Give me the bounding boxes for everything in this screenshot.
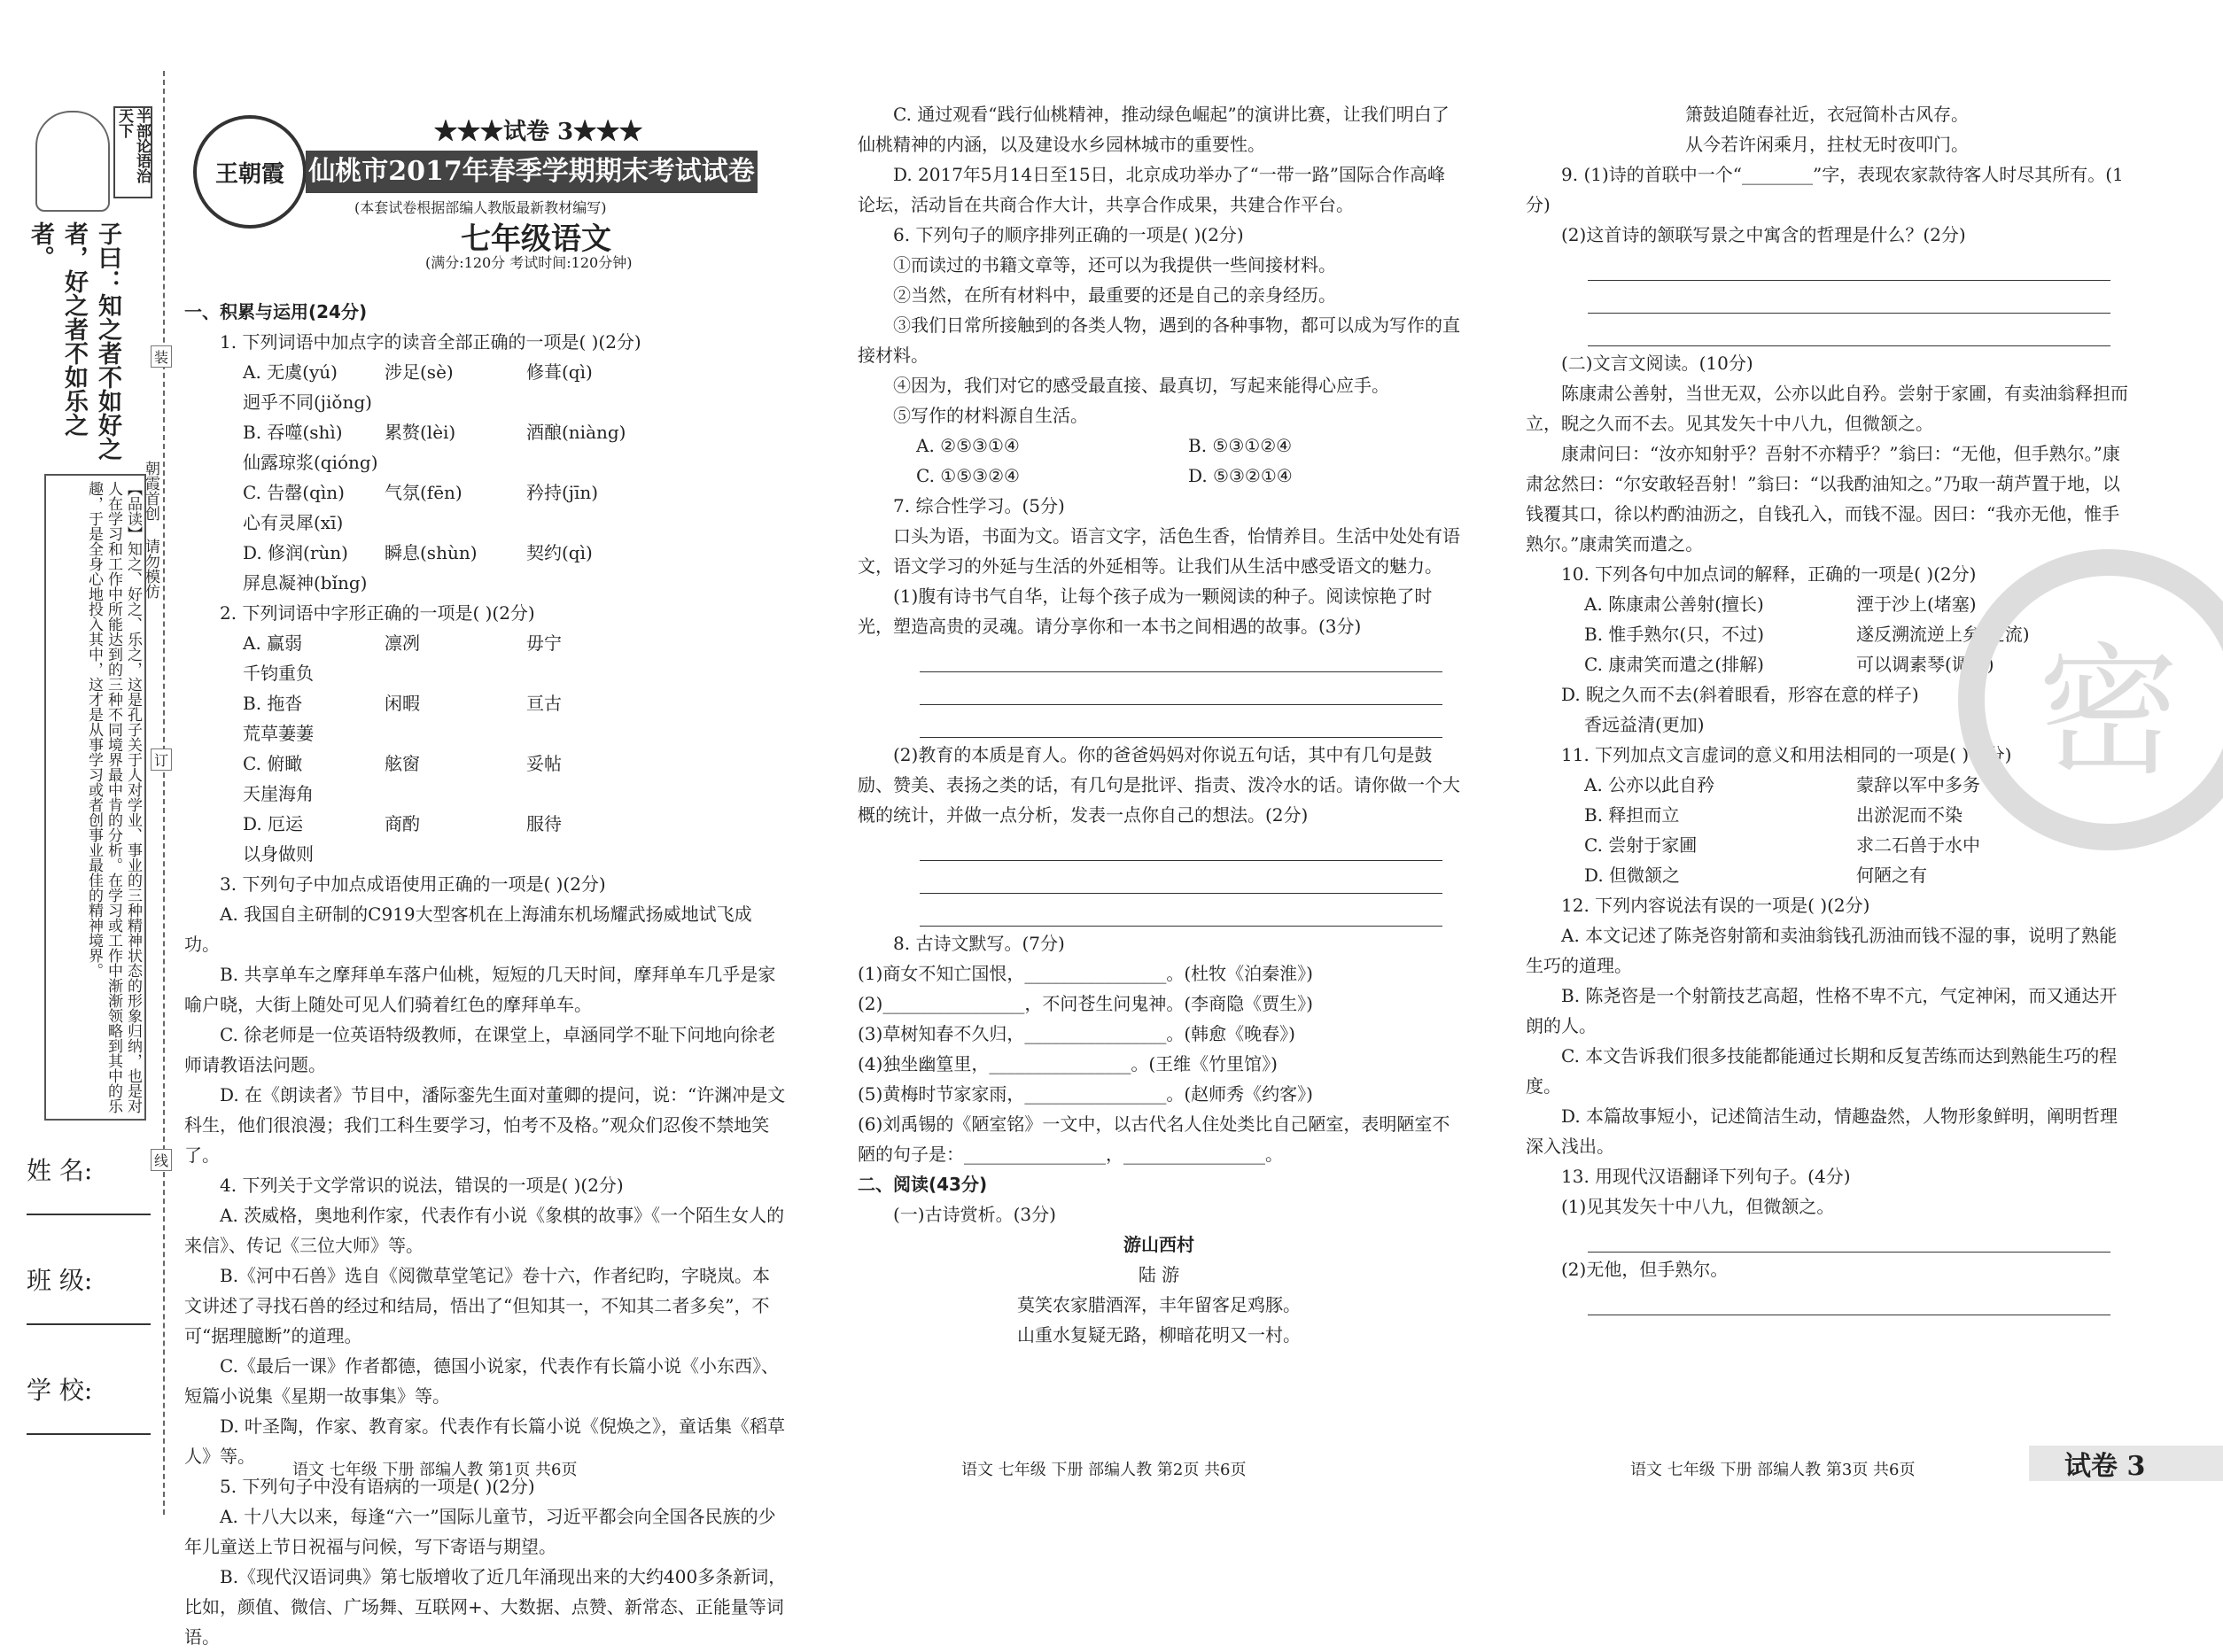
option-item: D. ⑤③②①④ <box>1188 465 1293 486</box>
option-item: 涉足(sè) <box>385 361 454 383</box>
option-item: 服待 <box>526 813 562 834</box>
option-item: D. 但微颔之 <box>1584 865 1681 886</box>
answer-line[interactable] <box>920 863 1442 894</box>
option-item: 心有灵犀(xī) <box>243 512 344 533</box>
question-text: 1. 下列词语中加点字的读音全部正确的一项是( )(2分) <box>220 331 641 353</box>
option-row <box>1526 860 2128 890</box>
question-text: 山重水复疑无路，柳暗花明又一村。 <box>1017 1324 1301 1346</box>
question-text: 8. 古诗文默写。(7分) <box>893 933 1065 954</box>
subject-title: 七年级语文 <box>461 221 611 257</box>
option-item: B. 释担而立 <box>1584 804 1680 826</box>
question-text: D. 本篇故事短小，记述简洁生动，情趣盎然，人物形象鲜明，阐明哲理深入浅出。 <box>1526 1105 2118 1157</box>
question-text: 陈康肃公善射，当世无双，公亦以此自矜。尝射于家圃，有卖油翁释担而立，睨之久而不去。见其发矢十中八九，但微颔之。 <box>1526 383 2128 434</box>
option-item: B. 吞噬(shì) <box>243 422 343 443</box>
footer-page-2: 语文 七年级 下册 部编人教 第2页 共6页 <box>961 1461 1247 1479</box>
question-text: (1)腹有诗书气自华，让每个孩子成为一颗阅读的种子。阅读惊艳了时光，塑造高贵的灵魂。请分享你和一本书之间相遇的故事。(3分) <box>858 586 1433 637</box>
question-text: 12. 下列内容说法有误的一项是( )(2分) <box>1561 895 1870 916</box>
student-info-fields <box>27 1152 159 1481</box>
option-item: 妥帖 <box>526 753 562 774</box>
confucius-quote: 子曰：知之者不如好之者，好之者不如乐之者。 <box>27 221 121 461</box>
option-item: 屏息凝神(bǐng) <box>243 572 368 593</box>
question-text: D. 2017年5月14日至15日，北京成功举办了“一带一路”国际合作高峰论坛，活动旨在共商合作大计，共享合作成果，共建合作平台。 <box>858 164 1446 215</box>
question-text: 11. 下列加点文言虚词的意义和用法相同的一项是( )(2分) <box>1561 744 2012 765</box>
question-text: 9. (1)诗的首联中一个“________”字，表现农家款待客人时尽其所有。(1分) <box>1526 164 2124 215</box>
option-item: 毋宁 <box>526 632 562 654</box>
option-item: 仙露琼浆(qióng) <box>243 452 378 473</box>
option-item: B. ⑤③①②④ <box>1188 435 1293 456</box>
question-text: 2. 下列词语中字形正确的一项是( )(2分) <box>220 602 535 624</box>
question-text: (3)草树知春不久归，________________。(韩愈《晚春》) <box>858 1023 1295 1044</box>
cut-label-ding: 订 <box>151 748 172 771</box>
question-text: 从今若许闲乘月，拄杖无时夜叩门。 <box>1685 134 1969 155</box>
question-text: A. 本文记述了陈尧咨射箭和卖油翁钱孔沥油而钱不湿的事，说明了熟能生巧的道理。 <box>1526 925 2118 976</box>
school-field[interactable] <box>27 1407 151 1435</box>
option-row <box>184 538 787 598</box>
option-row <box>184 357 787 417</box>
option-item: A. 陈康肃公善射(擅长) <box>1584 593 1764 615</box>
question-text: 陆 游 <box>1138 1264 1180 1285</box>
footer-page-3: 语文 七年级 下册 部编人教 第3页 共6页 <box>1630 1461 1916 1479</box>
question-text: (2)无他，但手熟尔。 <box>1561 1259 1729 1280</box>
option-item: C. ①⑤③②④ <box>916 465 1020 486</box>
question-text: 口头为语，书面为文。语言文字，活色生香，怡情养目。生活中处处有语文，语文学习的外延与生活的外延相等。让我们从生活中感受语文的魅力。 <box>858 525 1460 577</box>
question-text: ③我们日常所接触到的各类人物，遇到的各种事物，都可以成为写作的直接材料。 <box>858 314 1460 366</box>
option-item: 矜持(jīn) <box>526 482 599 503</box>
option-item: 迥乎不同(jiǒng) <box>243 392 372 413</box>
question-text: 箫鼓追随春社近，衣冠简朴古风存。 <box>1685 104 1969 125</box>
question-text: (2)教育的本质是育人。你的爸爸妈妈对你说五句话，其中有几句是鼓励、赞美、表扬之类的话，有几句是批评、指责、泼冷水的话。请你做一个大概的统计，并做一点分析，发表一点你自己的想法。(2分) <box>858 744 1460 826</box>
answer-line[interactable] <box>1588 250 2110 281</box>
question-text: 莫笑农家腊酒浑，丰年留客足鸡豚。 <box>1017 1294 1301 1315</box>
question-text: ⑤写作的材料源自生活。 <box>893 405 1088 426</box>
option-item: 蒙辞以军中多务 <box>1856 774 1980 795</box>
question-text: (1)商女不知亡国恨，________________。(杜牧《泊秦淮》) <box>858 963 1313 984</box>
question-text: C. 本文告诉我们很多技能都能通过长期和反复苦练而达到熟能生巧的程度。 <box>1526 1045 2118 1097</box>
answer-line[interactable] <box>920 641 1442 672</box>
question-text: D. 睨之久而不去(斜着眼看，形容在意的样子) <box>1561 684 1919 705</box>
name-field[interactable] <box>27 1187 151 1215</box>
secret-stamp: 密 <box>1958 549 2223 850</box>
answer-line[interactable] <box>920 830 1442 861</box>
option-item: D. 厄运 <box>243 813 304 834</box>
answer-line[interactable] <box>1588 283 2110 314</box>
name-label: 姓 名: <box>27 1156 93 1185</box>
cut-label-zhuang: 装 <box>151 345 172 368</box>
option-item: C. 康肃笑而遣之(排解) <box>1584 654 1764 675</box>
question-text: B.《现代汉语词典》第七版增收了近几年涌现出来的大约400多条新词，比如，颜值、微信、广场舞、互联网+、大数据、点赞、新常态、正能量等词语。 <box>184 1566 787 1648</box>
option-item: C. 俯瞰 <box>243 753 303 774</box>
answer-line[interactable] <box>1588 1284 2110 1315</box>
pindu-commentary: 【品读】知之、好之、乐之，这是孔子关于人对学业、事业的三种精神状态的形象归纳，也是对人在学习和工作中所能达到的三种不同境界最中肯的分析。在学习或工作中渐渐领略到其中的乐趣，于是全身心地投入其中，这才是从事学习或者创事业最佳的精神境界。 <box>44 474 146 1121</box>
option-item: B. 拖沓 <box>243 693 303 714</box>
question-text: A. 我国自主研制的C919大型客机在上海浦东机场耀武扬威地试飞成功。 <box>184 904 752 955</box>
publisher-logo: 王朝霞 <box>193 115 307 229</box>
option-item: 亘古 <box>526 693 562 714</box>
corner-paper-label: 试卷 3 <box>2064 1451 2146 1482</box>
question-text: (5)黄梅时节家家雨，________________。(赵师秀《约客》) <box>858 1083 1313 1105</box>
question-text: 游山西村 <box>1123 1234 1194 1255</box>
question-text: A. 茨威格，奥地利作家，代表作有小说《象棋的故事》《一个陌生女人的来信》、传记《三位大师》等。 <box>184 1205 785 1256</box>
answer-line[interactable] <box>1588 1222 2110 1253</box>
answer-line[interactable] <box>920 896 1442 927</box>
option-item: 气氛(fēn) <box>385 482 462 503</box>
question-text: 康肃问曰：“汝亦知射乎？吾射不亦精乎？”翁曰：“无他，但手熟尔。”康肃忿然曰：“尔安敢轻吾射！”翁曰：“以我酌油知之。”乃取一葫芦置于地，以钱覆其口，徐以杓酌油沥之，自钱孔入，而钱不湿。因曰：“我亦无他，惟手熟尔。”康肃笑而遣之。 <box>1526 443 2120 555</box>
option-row <box>184 748 787 809</box>
option-item: 千钧重负 <box>243 663 314 684</box>
option-item: 瞬息(shùn) <box>385 542 478 563</box>
option-item: 契约(qì) <box>526 542 593 563</box>
question-text: 5. 下列句子中没有语病的一项是( )(2分) <box>220 1476 535 1497</box>
option-item: A. ②⑤③①④ <box>916 435 1020 456</box>
sidebar-banner: 半部论语治天下 <box>113 106 152 198</box>
option-item: 可以调素琴(调弄) <box>1856 654 1994 675</box>
question-text: ④因为，我们对它的感受最直接、最真切，写起来能得心应手。 <box>893 375 1389 396</box>
question-text: B. 陈尧咨是一个射箭技艺高超，性格不卑不亢，气定神闲，而又通达开朗的人。 <box>1526 985 2118 1036</box>
question-text: (2)这首诗的颔联写景之中寓含的哲理是什么？(2分) <box>1561 224 1966 245</box>
option-item: 修葺(qì) <box>526 361 593 383</box>
copyright-vertical: 朝霞首创 请勿模仿 <box>142 461 159 599</box>
option-item: 累赘(lèi) <box>385 422 456 443</box>
exam-subtitle: (本套试卷根据部编人教版最新教材编写) <box>354 199 607 216</box>
exam-title: 仙桃市2017年春季学期期末考试试卷 <box>306 151 758 193</box>
binding-sidebar <box>0 0 164 1542</box>
footer-page-1: 语文 七年级 下册 部编人教 第1页 共6页 <box>292 1461 578 1479</box>
column-page-1 <box>184 297 787 1652</box>
option-row <box>184 477 787 538</box>
option-item: 求二石兽于水中 <box>1856 834 1980 856</box>
school-label: 学 校: <box>27 1376 93 1405</box>
answer-line[interactable] <box>920 674 1442 705</box>
option-row <box>184 628 787 688</box>
option-item: 出淤泥而不染 <box>1856 804 1963 826</box>
question-text: 4. 下列关于文学常识的说法，错误的一项是( )(2分) <box>220 1175 624 1196</box>
option-item: 湮于沙上(堵塞) <box>1856 593 1977 615</box>
option-item: 遂反溯流逆上矣(逆流) <box>1856 624 2030 645</box>
question-text: C.《最后一课》作者都德，德国小说家，代表作有长篇小说《小东西》、短篇小说集《星期一故事集》等。 <box>184 1355 779 1407</box>
option-item: C. 尝射于家圃 <box>1584 834 1698 856</box>
mascot-figure <box>35 111 110 212</box>
question-text: 10. 下列各句中加点词的解释，正确的一项是( )(2分) <box>1561 563 1977 585</box>
section-heading: 一、积累与运用(24分) <box>184 301 368 322</box>
class-label: 班 级: <box>27 1266 93 1295</box>
question-text: A. 十八大以来，每逢“六一”国际儿童节，习近平都会向全国各民族的少年儿童送上节日祝福与问候，写下寄语与期望。 <box>184 1506 776 1557</box>
question-text: (一)古诗赏析。(3分) <box>893 1204 1056 1225</box>
cut-line <box>163 71 165 1515</box>
option-item: 凛冽 <box>385 632 420 654</box>
question-text: 13. 用现代汉语翻译下列句子。(4分) <box>1561 1166 1851 1187</box>
class-field[interactable] <box>27 1297 151 1325</box>
question-text: ②当然，在所有材料中，最重要的还是自己的亲身经历。 <box>893 284 1336 306</box>
option-row <box>184 688 787 748</box>
question-text: (4)独坐幽篁里，________________。(王维《竹里馆》) <box>858 1053 1278 1074</box>
option-item: C. 告罄(qìn) <box>243 482 345 503</box>
paper-number: ★★★试卷 3★★★ <box>434 119 643 145</box>
option-item: A. 公亦以此自矜 <box>1584 774 1715 795</box>
option-row <box>184 809 787 869</box>
option-item: A. 赢弱 <box>243 632 303 654</box>
answer-line[interactable] <box>1588 315 2110 346</box>
question-text: 7. 综合性学习。(5分) <box>893 495 1065 516</box>
question-text: (1)见其发矢十中八九，但微颔之。 <box>1561 1196 1835 1217</box>
question-text: 3. 下列句子中加点成语使用正确的一项是( )(2分) <box>220 873 606 895</box>
option-item: A. 无虞(yú) <box>243 361 338 383</box>
score-info: (满分:120分 考试时间:120分钟) <box>425 254 633 271</box>
option-row <box>184 417 787 477</box>
question-text: ①而读过的书籍文章等，还可以为我提供一些间接材料。 <box>893 254 1336 275</box>
question-text: (二)文言文阅读。(10分) <box>1561 353 1753 374</box>
option-item: 天崖海角 <box>243 783 314 804</box>
section-heading: 二、阅读(43分) <box>858 1174 988 1195</box>
question-text: (6)刘禹锡的《陋室铭》一文中，以古代名人住处类比自己陋室，表明陋室不陋的句子是：________________，________________。 <box>858 1113 1450 1165</box>
option-row <box>858 430 1460 461</box>
option-item: 荒草萋萋 <box>243 723 314 744</box>
column-page-2 <box>858 99 1460 1350</box>
cut-label-xian: 线 <box>151 1149 172 1171</box>
option-row <box>858 461 1460 491</box>
answer-line[interactable] <box>920 707 1442 738</box>
option-item: 以身做则 <box>243 843 314 865</box>
option-item: 商酌 <box>385 813 420 834</box>
question-text: B. 共享单车之摩拜单车落户仙桃，短短的几天时间，摩拜单车几乎是家喻户晓，大街上随处可见人们骑着红色的摩拜单车。 <box>184 964 776 1015</box>
question-text: 香远益清(更加) <box>1584 714 1705 735</box>
question-text: D. 在《朗读者》节目中，潘际銮先生面对董卿的提问，说：“许渊冲是文科生，他们很浪漫；我们工科生要学习，怕考不及格。”观众们忍俊不禁地笑了。 <box>184 1084 786 1166</box>
question-text: C. 通过观看“践行仙桃精神，推动绿色崛起”的演讲比赛，让我们明白了仙桃精神的内涵，以及建设水乡园林城市的重要性。 <box>858 104 1450 155</box>
question-text: 6. 下列句子的顺序排列正确的一项是( )(2分) <box>893 224 1244 245</box>
question-text: (2)________________，不问苍生问鬼神。(李商隐《贾生》) <box>858 993 1313 1014</box>
option-item: 酒酿(niàng) <box>526 422 626 443</box>
question-text: C. 徐老师是一位英语特级教师，在课堂上，卓涵同学不耻下问地向徐老师请教语法问题。 <box>184 1024 776 1075</box>
option-item: B. 惟手熟尔(只，不过) <box>1584 624 1765 645</box>
question-text: D. 叶圣陶，作家、教育家。代表作有长篇小说《倪焕之》，童话集《稻草人》等。 <box>184 1415 786 1467</box>
option-row <box>1526 830 2128 860</box>
option-item: 闲暇 <box>385 693 420 714</box>
option-item: D. 修润(rùn) <box>243 542 348 563</box>
question-text: B.《河中石兽》选自《阅微草堂笔记》卷十六，作者纪昀，字晓岚。本文讲述了寻找石兽的经过和结局，悟出了“但知其一，不知其二者多矣”，不可“据理臆断”的道理。 <box>184 1265 771 1346</box>
option-item: 何陋之有 <box>1856 865 1927 886</box>
option-item: 舷窗 <box>385 753 420 774</box>
